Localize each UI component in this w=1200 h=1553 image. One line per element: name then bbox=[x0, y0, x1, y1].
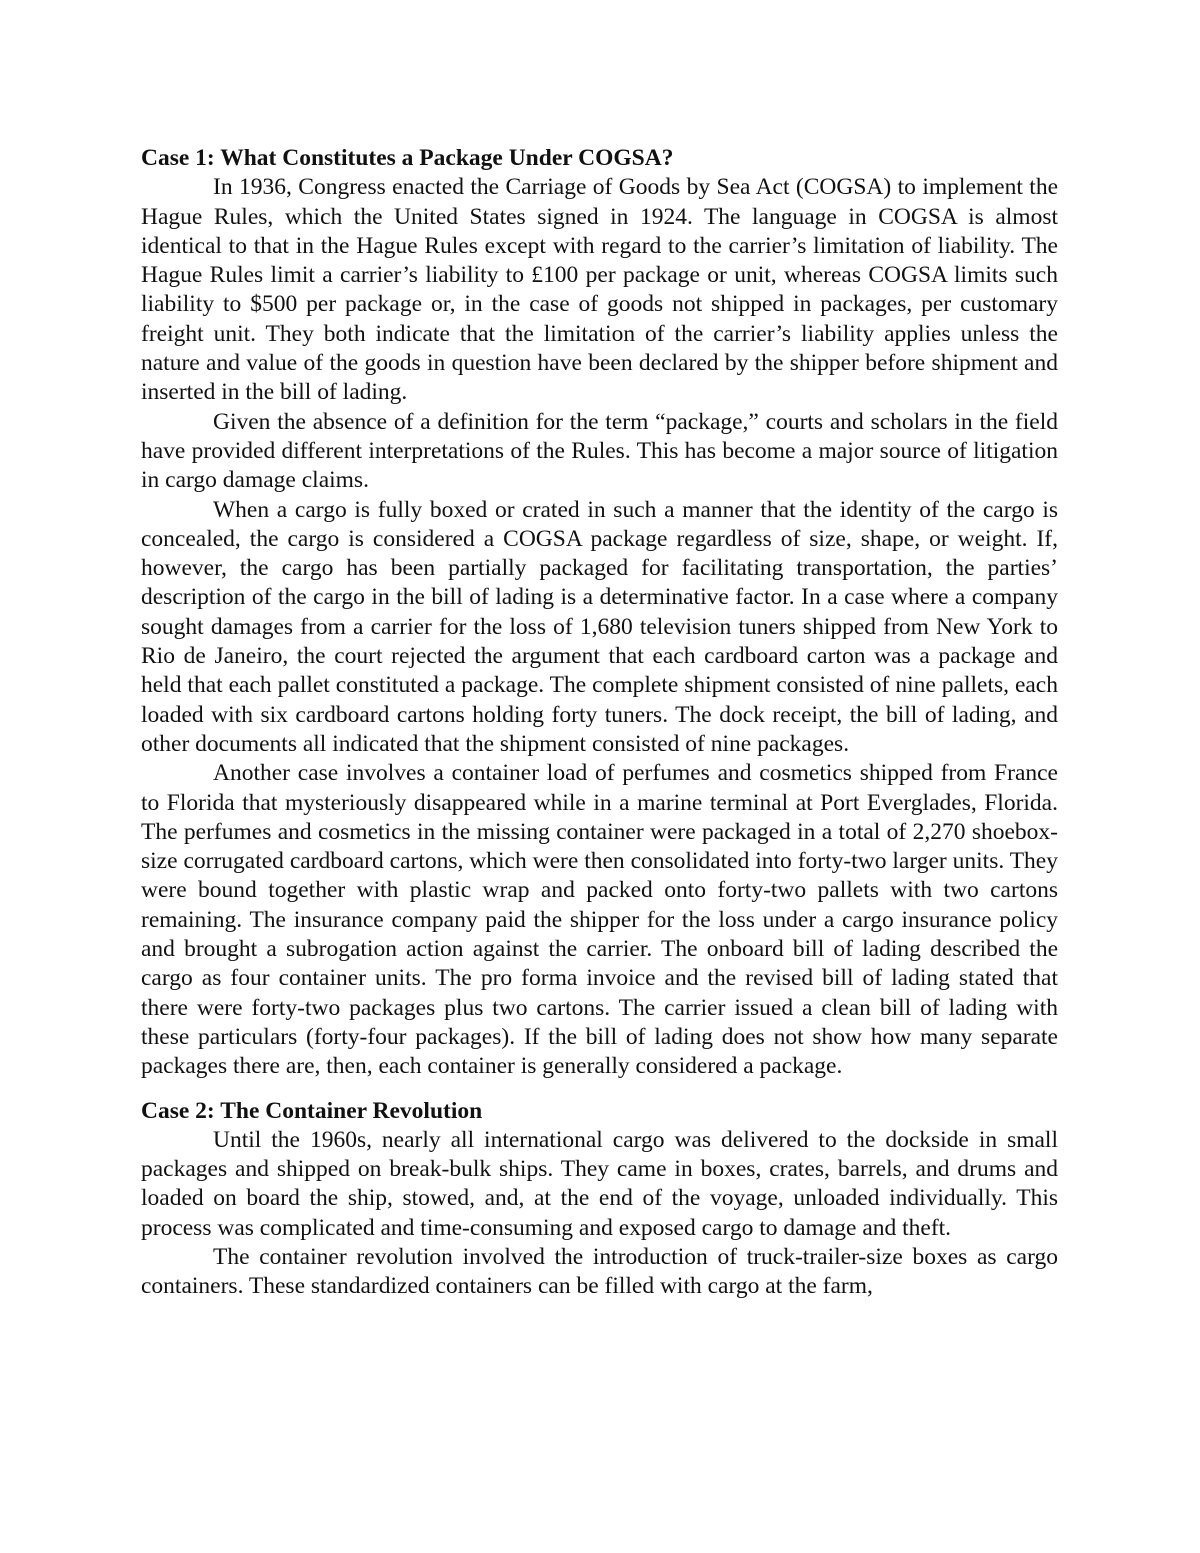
paragraph: When a cargo is fully boxed or crated in such a manner that the identity of the cargo is concealed, the cargo is considered a COGSA package regardless of size, shape, or weight. If, however, the cargo has been partially packaged for facilitating transportation, the parties’ description of the cargo in the bill of lading is a determinative factor. In a case where a company sought damages from a carrier for the loss of 1,680 television tuners shipped from New York to Rio de Janeiro, the court rejected the argument that each cardboard carton was a package and held that each pallet constituted a package. The complete shipment consisted of nine pallets, each loaded with six cardboard cartons holding forty tuners. The dock receipt, the bill of lading, and other documents all indicated that the shipment consisted of nine packages. bbox=[141, 496, 1058, 757]
section-heading: Case 2: The Container Revolution bbox=[141, 1097, 483, 1124]
paragraph: Given the absence of a definition for the term “package,” courts and scholars in the field have provided different interpretations of the Rules. This has become a major source of litigation in cargo damage claims. bbox=[141, 408, 1058, 494]
document-body bbox=[141, 144, 1058, 1302]
paragraph: Another case involves a container load of perfumes and cosmetics shipped from France to Florida that mysteriously disappeared while in a marine terminal at Port Everglades, Florida. The perfumes and cosmetics in the missing container were packaged in a total of 2,270 shoebox-size corrugated cardboard cartons, which were then consolidated into forty-two larger units. They were bound together with plastic wrap and packed onto forty-two pallets with two cartons remaining. The insurance company paid the shipper for the loss under a cargo insurance policy and brought a subrogation action against the carrier. The onboard bill of lading described the cargo as four container units. The pro forma invoice and the revised bill of lading stated that there were forty-two packages plus two cartons. The carrier issued a clean bill of lading with these particulars (forty-four packages). If the bill of lading does not show how many separate packages there are, then, each container is generally considered a package. bbox=[141, 760, 1058, 1080]
section-case-2 bbox=[141, 1097, 1058, 1302]
paragraph: Until the 1960s, nearly all international cargo was delivered to the dockside in small packages and shipped on break-bulk ships. They came in boxes, crates, barrels, and drums and loaded on board the ship, stowed, and, at the end of the voyage, unloaded individually. This process was complicated and time-consuming and exposed cargo to damage and theft. bbox=[141, 1126, 1058, 1241]
paragraph: The container revolution involved the introduction of truck-trailer-size boxes as cargo containers. These standardized containers can be filled with cargo at the farm, bbox=[141, 1243, 1058, 1300]
section-heading: Case 1: What Constitutes a Package Under COGSA? bbox=[141, 145, 674, 171]
section-case-1 bbox=[141, 144, 1058, 1082]
section-spacer bbox=[141, 1082, 1058, 1097]
paragraph: In 1936, Congress enacted the Carriage of Goods by Sea Act (COGSA) to implement the Hague Rules, which the United States signed in 1924. The language in COGSA is almost identical to that in the Hague Rules except with regard to the carrier’s limitation of liability. The Hague Rules limit a carrier’s liability to £100 per package or unit, whereas COGSA limits such liability to $500 per package or, in the case of goods not shipped in packages, per customary freight unit. They both indicate that the limitation of the carrier’s liability applies unless the nature and value of the goods in question have been declared by the shipper before shipment and inserted in the bill of lading. bbox=[141, 174, 1058, 406]
